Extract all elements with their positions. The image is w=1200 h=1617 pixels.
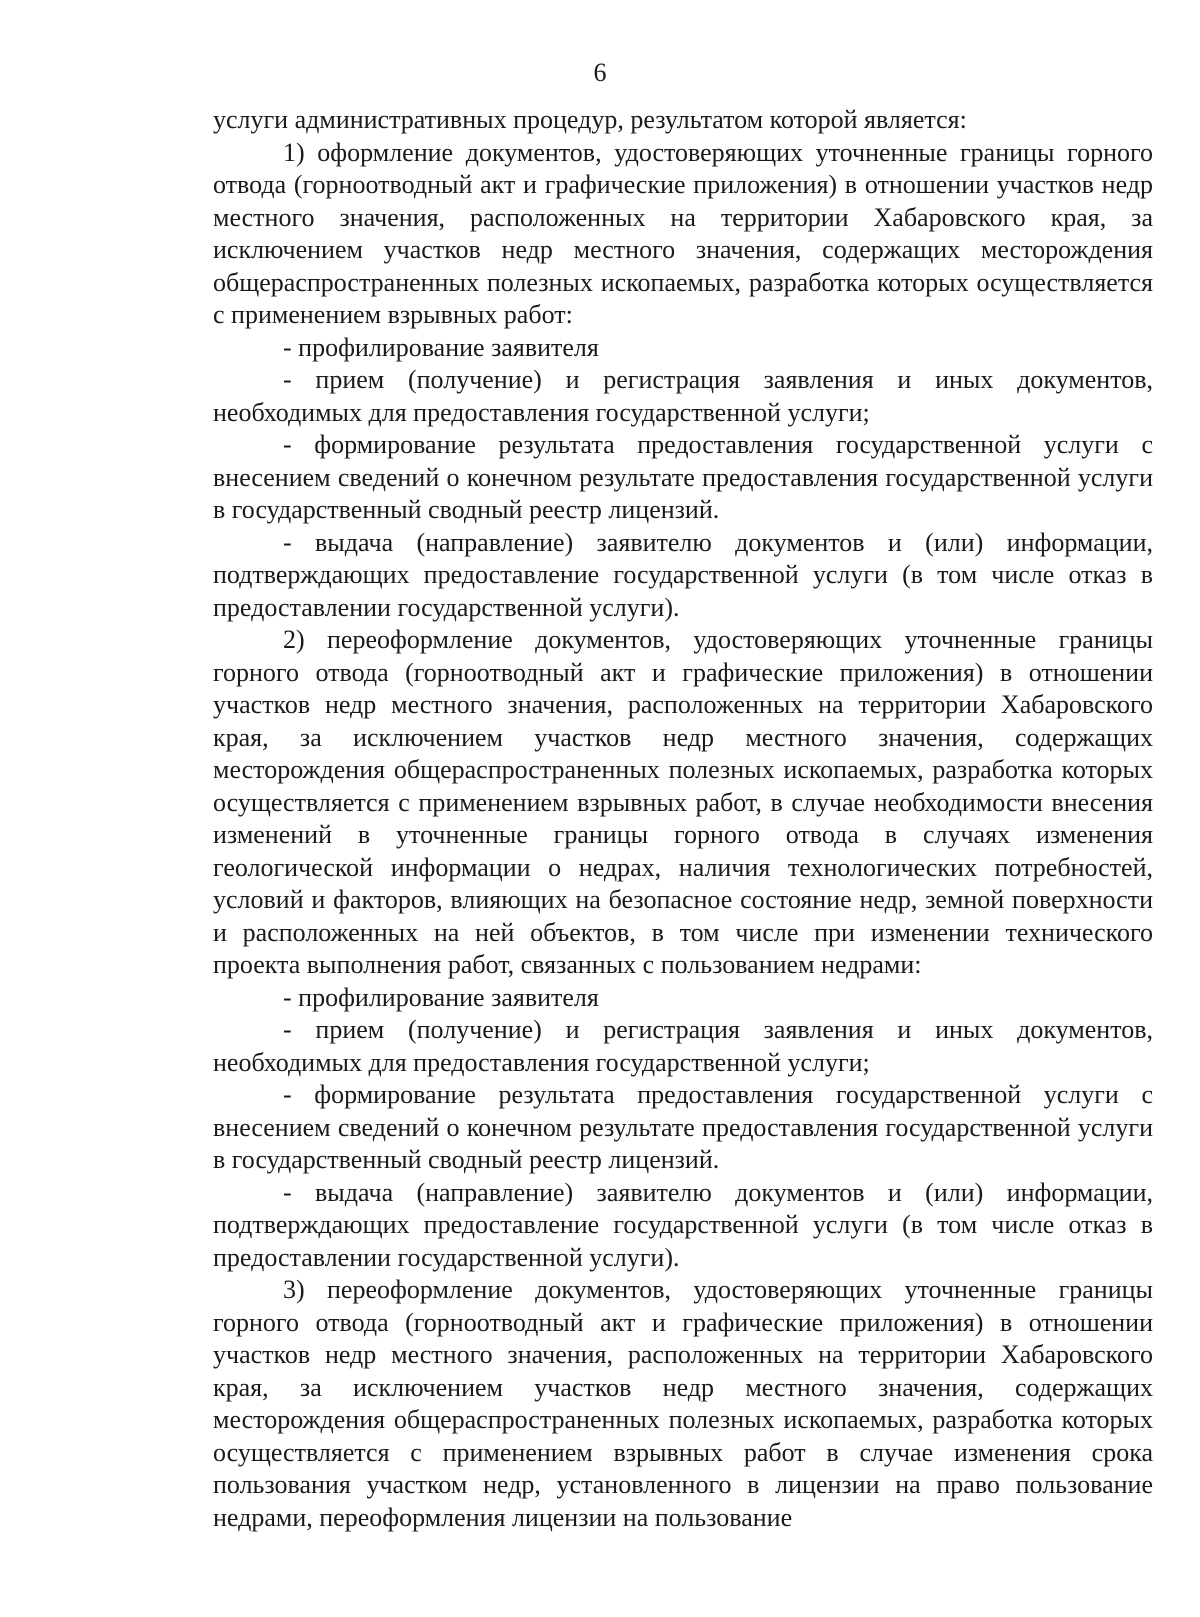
paragraph: - прием (получение) и регистрация заявления и иных документов, необходимых для предоставления государственной услуги; bbox=[213, 365, 1153, 427]
paragraph: 3) переоформление документов, удостоверяющих уточненные границы горного отвода (горноотводный акт и графические приложения) в отношении участков недр местного значения, расположенных на территории Хабаровского края, за исключением участков недр местного значения, содержащих месторождения общераспространенных полезных ископаемых, разработка которых осуществляется с применением взрывных работ в случае изменения срока пользования участком недр, установленного в лицензии на право пользование недрами, переоформления лицензии на пользование bbox=[213, 1275, 1153, 1532]
paragraph: - формирование результата предоставления государственной услуги с внесением сведений о конечном результате предоставления государственной услуги в государственный сводный реестр лицензий. bbox=[213, 1080, 1153, 1174]
paragraph: - профилирование заявителя bbox=[283, 332, 599, 362]
document-body bbox=[213, 104, 1153, 1534]
paragraph: - формирование результата предоставления государственной услуги с внесением сведений о конечном результате предоставления государственной услуги в государственный сводный реестр лицензий. bbox=[213, 430, 1153, 524]
paragraph: 2) переоформление документов, удостоверяющих уточненные границы горного отвода (горноотводный акт и графические приложения) в отношении участков недр местного значения, расположенных на территории Хабаровского края, за исключением участков недр местного значения, содержащих месторождения общераспространенных полезных ископаемых, разработка которых осуществляется с применением взрывных работ, в случае необходимости внесения изменений в уточненные границы горного отвода в случаях изменения геологической информации о недрах, наличия технологических потребностей, условий и факторов, влияющих на безопасное состояние недр, земной поверхности и расположенных на ней объектов, в том числе при изменении технического проекта выполнения работ, связанных с пользованием недрами: bbox=[213, 625, 1153, 979]
paragraph: услуги административных процедур, результатом которой является: bbox=[213, 105, 967, 134]
paragraph: - прием (получение) и регистрация заявления и иных документов, необходимых для предоставления государственной услуги; bbox=[213, 1015, 1153, 1077]
paragraph: - профилирование заявителя bbox=[283, 982, 599, 1012]
paragraph: 1) оформление документов, удостоверяющих уточненные границы горного отвода (горноотводный акт и графические приложения) в отношении участков недр местного значения, расположенных на территории Хабаровского края, за исключением участков недр местного значения, содержащих месторождения общераспространенных полезных ископаемых, разработка которых осуществляется с применением взрывных работ: bbox=[213, 137, 1153, 329]
paragraph: - выдача (направление) заявителю документов и (или) информации, подтверждающих предоставление государственной услуги (в том числе отказ в предоставлении государственной услуги). bbox=[213, 1177, 1153, 1272]
paragraph: - выдача (направление) заявителю документов и (или) информации, подтверждающих предоставление государственной услуги (в том числе отказ в предоставлении государственной услуги). bbox=[213, 527, 1153, 622]
page-number: 6 bbox=[593, 58, 607, 87]
